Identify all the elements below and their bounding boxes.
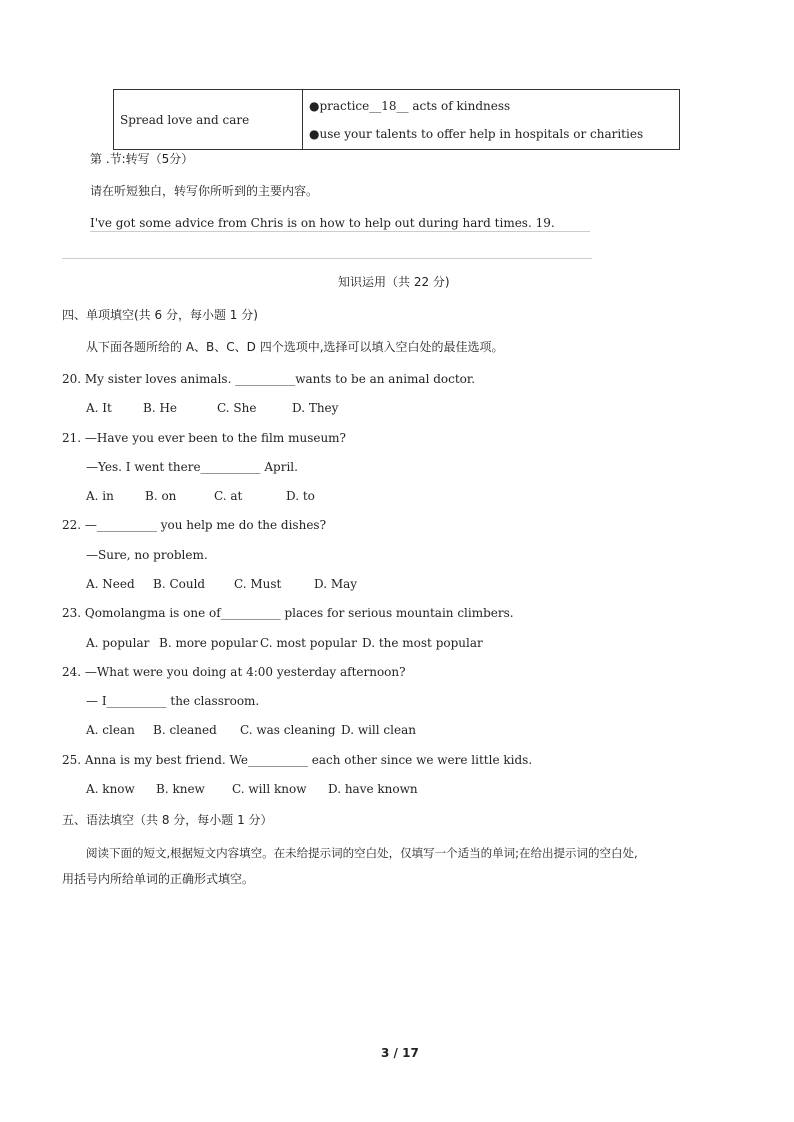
question-21-stem: 21. —Have you ever been to the film museum?	[62, 431, 346, 445]
section3-instruction: 请在听短独白，转写你所听到的主要内容。	[90, 184, 319, 198]
option-a: A. know	[86, 782, 135, 796]
option-a: A. Need	[86, 577, 135, 591]
option-c: C. will know	[232, 782, 307, 796]
table-bullets-cell	[303, 90, 680, 150]
section5-instruction-line1: 阅读下面的短文,根据短文内容填空。在未给提示词的空白处，仅填写一个适当的单词;在给出提示词的空白处,	[86, 846, 638, 860]
option-a: A. in	[86, 489, 114, 503]
question-22-stem: 22. —__________ you help me do the dishes?	[62, 518, 327, 532]
option-d: D. May	[314, 577, 358, 591]
summary-table	[113, 89, 680, 150]
option-c: C. at	[214, 489, 243, 503]
question-24-stem: 24. —What were you doing at 4:00 yesterday afternoon?	[62, 665, 406, 679]
page-number: 3 / 17	[381, 1046, 419, 1060]
question-20-stem: 20. My sister loves animals. __________wants to be an animal doctor.	[62, 372, 476, 386]
option-b: B. on	[145, 489, 177, 503]
option-c: C. Must	[234, 577, 282, 591]
option-d: D. have known	[328, 782, 418, 796]
question-23-options	[86, 636, 483, 650]
part-title: 知识运用（共 22 分)	[338, 275, 450, 289]
option-c: C. She	[217, 401, 257, 415]
option-d: D. will clean	[341, 723, 416, 737]
question-23-stem: 23. Qomolangma is one of__________ places for serious mountain climbers.	[62, 606, 514, 620]
option-c: C. was cleaning	[240, 723, 336, 737]
section5-instruction-line2: 用括号内所给单词的正确形式填空。	[62, 872, 255, 886]
option-b: B. knew	[156, 782, 205, 796]
option-d: D. They	[292, 401, 339, 415]
option-a: A. It	[86, 401, 112, 415]
section4-heading: 四、单项填空(共 6 分，每小题 1 分)	[62, 308, 258, 322]
question-22-options	[86, 577, 357, 591]
question-25-stem: 25. Anna is my best friend. We__________ each other since we were little kids.	[62, 753, 533, 767]
section4-instruction: 从下面各题所给的 A、B、C、D 四个选项中,选择可以填入空白处的最佳选项。	[86, 340, 504, 354]
option-d: D. to	[286, 489, 315, 503]
answer-line	[90, 231, 590, 232]
question-21-options	[86, 489, 315, 503]
option-b: B. more popular	[159, 636, 258, 650]
option-b: B. cleaned	[153, 723, 217, 737]
table-row-label: Spread love and care	[114, 90, 303, 150]
question-24-line2: — I__________ the classroom.	[86, 694, 260, 708]
question-21-line2: —Yes. I went there__________ April.	[86, 460, 298, 474]
section3-sentence: I've got some advice from Chris is on how to help out during hard times. 19.	[90, 216, 555, 230]
question-24-options	[86, 723, 416, 737]
option-c: C. most popular	[260, 636, 357, 650]
question-20-options	[86, 401, 338, 415]
option-b: B. Could	[153, 577, 206, 591]
option-b: B. He	[143, 401, 178, 415]
option-d: D. the most popular	[362, 636, 483, 650]
table-bullet-2: ●use your talents to offer help in hospitals or charities	[309, 126, 644, 141]
section5-heading: 五、语法填空（共 8 分，每小题 1 分）	[62, 813, 273, 827]
section-divider	[62, 258, 592, 259]
question-25-options	[86, 782, 418, 796]
question-22-line2: —Sure, no problem.	[86, 548, 208, 562]
option-a: A. clean	[86, 723, 135, 737]
option-a: A. popular	[86, 636, 150, 650]
table-bullet-1: ●practice__18__ acts of kindness	[309, 98, 511, 113]
section3-heading: 第 .节:转写（5分）	[90, 152, 194, 166]
